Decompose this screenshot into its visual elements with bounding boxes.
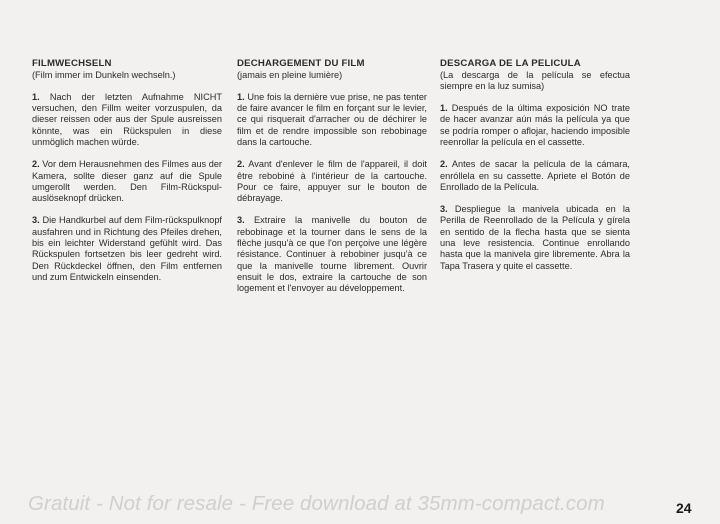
- step-paragraph: [440, 204, 630, 272]
- step-paragraph: [32, 215, 222, 283]
- step-paragraph: [440, 159, 630, 193]
- step-number: 2.: [32, 159, 40, 170]
- step-text: Vor dem Herausnehmen des Filmes aus der Kamera, sollte dieser ganz auf die Spule umgerollt werden. Den Film-Rückspul-auslöseknopf drücken.: [32, 159, 222, 204]
- section-title-german: FILMWECHSELN: [32, 58, 112, 69]
- section-subtitle-german: (Film immer im Dunkeln wechseln.): [32, 69, 176, 80]
- step-text: Después de la última exposición NO trate de hacer avanzar aún más la película ya que se podría romper o aflojar, haciendo imposible reenrollar la película en el cassette.: [440, 103, 630, 147]
- step-text: Avant d'enlever le film de l'appareil, il doit être rebobiné à l'intérieur de la cartouche. Pour ce faire, appuyer sur le bouton de débrayage.: [237, 159, 427, 204]
- step-number: 3.: [32, 215, 40, 226]
- step-text: Despliegue la manivela ubicada en la Perilla de Reenrollado de la Película y gírela en sentido de la flecha hasta que se sienta una leve resistencia. Continue enrollando hasta que la manivela gire libremente. Abra la Tapa Trasera y quite el cassette.: [440, 204, 630, 271]
- step-paragraph: [237, 159, 427, 204]
- step-paragraph: [237, 92, 427, 148]
- step-number: 1.: [440, 103, 448, 114]
- watermark-text: Gratuit - Not for resale - Free download at 35mm-compact.com: [28, 492, 605, 515]
- step-text: Nach der letzten Aufnahme NICHT versuchen, den Fillm weiter vorzuspulen, da dieser reissen oder aus der Spule ausreissen könnte, was ein Rückspulen in diese unmöglich machen würde.: [32, 91, 222, 147]
- step-number: 3.: [440, 204, 448, 215]
- section-title-spanish: DESCARGA DE LA PELICULA: [440, 58, 581, 69]
- step-paragraph: [32, 92, 222, 148]
- step-paragraph: [32, 159, 222, 204]
- step-number: 2.: [237, 159, 245, 170]
- section-title-french: DECHARGEMENT DU FILM: [237, 58, 365, 69]
- page-number: 24: [676, 500, 692, 516]
- step-text: Antes de sacar la película de la cámara, enróllela en su cassette. Apriete el Botón de Enrollado de la Película.: [440, 159, 630, 192]
- column-french: [237, 58, 427, 306]
- step-number: 1.: [237, 91, 245, 102]
- step-number: 2.: [440, 159, 448, 170]
- column-spanish: [440, 58, 630, 283]
- section-subtitle-spanish: (La descarga de la película se efectua siempre en la luz sumisa): [440, 69, 630, 91]
- step-number: 1.: [32, 91, 40, 102]
- step-paragraph: [440, 103, 630, 148]
- step-text: Extraire la manivelle du bouton de rebobinage et la tourner dans le sens de la flèche jusqu'à ce que l'on perçoive une légère résistance. Continuer à rebobiner jusqu'à ce que la manivelle tourne librement. Ouvrir ensuit le dos, extraire la cartouche de son logement et l'envoyer au développement.: [237, 215, 427, 294]
- column-german: [32, 58, 222, 294]
- step-text: Die Handkurbel auf dem Film-rückspulknopf ausfahren und in Richtung des Pfeiles drehen, bis ein leichter Widerstand gefühlt wird. Das Rückspulen fortsetzen bis leer gedreht wird. Den Rückdeckel öffnen, den Film entfernen und zum Entwickeln einsenden.: [32, 215, 222, 282]
- section-subtitle-french: (jamais en pleine lumière): [237, 69, 343, 80]
- step-paragraph: [237, 215, 427, 294]
- step-text: Une fois la dernière vue prise, ne pas tenter de faire avancer le film en forçant sur le levier, ce qui risquerait d'arracher ou de déchirer le film et de rendre impossible son rebobinage dans la cartouche.: [237, 91, 427, 147]
- step-number: 3.: [237, 215, 245, 226]
